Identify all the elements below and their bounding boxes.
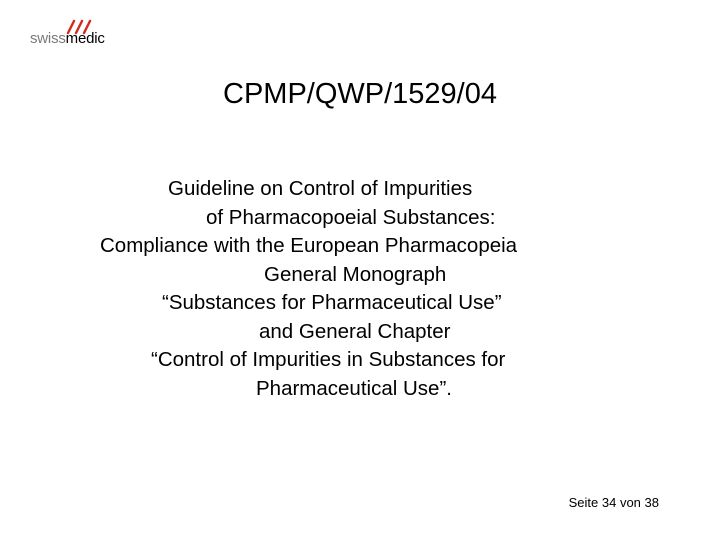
description-line: “Substances for Pharmaceutical Use” xyxy=(162,291,502,314)
page-number: Seite 34 von 38 xyxy=(568,495,659,510)
description-line: Guideline on Control of Impurities xyxy=(168,177,473,200)
description-line: General Monograph xyxy=(264,262,447,286)
logo-word-medic: medic xyxy=(65,30,105,47)
swissmedic-logo xyxy=(30,18,120,54)
description-line: and General Chapter xyxy=(259,319,451,343)
description-line: Compliance with the European Pharmacopeia xyxy=(100,234,518,257)
document-title: CPMP/QWP/1529/04 xyxy=(223,78,497,110)
logo-wordmark xyxy=(30,30,105,48)
guideline-description xyxy=(0,175,720,403)
description-line: Pharmaceutical Use”. xyxy=(256,376,452,400)
description-line: of Pharmacopoeial Substances: xyxy=(206,205,496,229)
description-line: “Control of Impurities in Substances for xyxy=(151,348,506,371)
logo-word-swiss: swiss xyxy=(30,30,66,47)
